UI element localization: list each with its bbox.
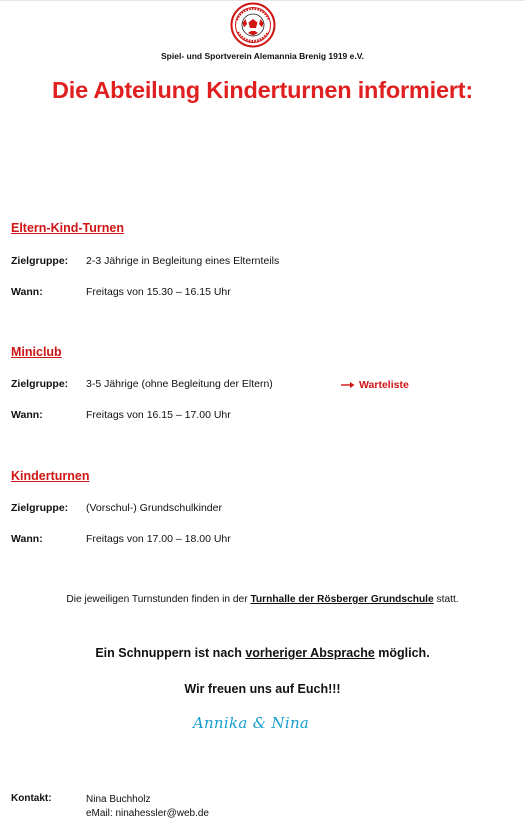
- trial-note-end: möglich.: [374, 646, 430, 660]
- club-name: Spiel- und Sportverein Alemannia Brenig 1919 e.V.: [161, 51, 364, 61]
- contact-email: eMail: ninahessler@web.de: [86, 808, 209, 819]
- wann-label: Wann:: [11, 409, 43, 421]
- zielgruppe-value: 2-3 Jährige in Begleitung eines Elternteils: [86, 255, 280, 267]
- zielgruppe-value: (Vorschul-) Grundschulkinder: [86, 502, 222, 514]
- contact-label: Kontakt:: [11, 793, 52, 804]
- closing-line: Wir freuen uns auf Euch!!!: [184, 682, 341, 696]
- zielgruppe-label: Zielgruppe:: [11, 378, 69, 390]
- section-title-eltern-kind-turnen: Eltern-Kind-Turnen: [11, 221, 124, 235]
- arrow-right-icon: [341, 381, 355, 389]
- zielgruppe-label: Zielgruppe:: [11, 502, 69, 514]
- section-title-kinderturnen: Kinderturnen: [11, 469, 90, 483]
- location-note-end: statt.: [433, 594, 459, 605]
- location-place: Turnhalle der Rösberger Grundschule: [250, 594, 434, 605]
- wann-value: Freitags von 15.30 – 16.15 Uhr: [86, 286, 231, 298]
- top-divider: [0, 0, 525, 1]
- location-note-text: Die jeweiligen Turnstunden finden in der: [66, 594, 251, 605]
- wann-value: Freitags von 16.15 – 17.00 Uhr: [86, 409, 231, 421]
- wann-label: Wann:: [11, 533, 43, 545]
- wann-label: Wann:: [11, 286, 43, 298]
- club-crest-icon: [228, 2, 278, 48]
- contact-name: Nina Buchholz: [86, 794, 151, 805]
- trial-note-text: Ein Schnuppern ist nach: [95, 646, 246, 660]
- zielgruppe-value: 3-5 Jährige (ohne Begleitung der Eltern): [86, 378, 273, 390]
- waitlist-note: Warteliste: [359, 379, 409, 391]
- zielgruppe-label: Zielgruppe:: [11, 255, 69, 267]
- location-note: [0, 594, 525, 605]
- section-title-miniclub: Miniclub: [11, 345, 62, 359]
- page-headline: Die Abteilung Kinderturnen informiert:: [51, 77, 474, 103]
- wann-value: Freitags von 17.00 – 18.00 Uhr: [86, 533, 231, 545]
- signature: Annika & Nina: [192, 714, 310, 732]
- trial-note: [0, 646, 525, 660]
- trial-condition: vorheriger Absprache: [245, 646, 375, 660]
